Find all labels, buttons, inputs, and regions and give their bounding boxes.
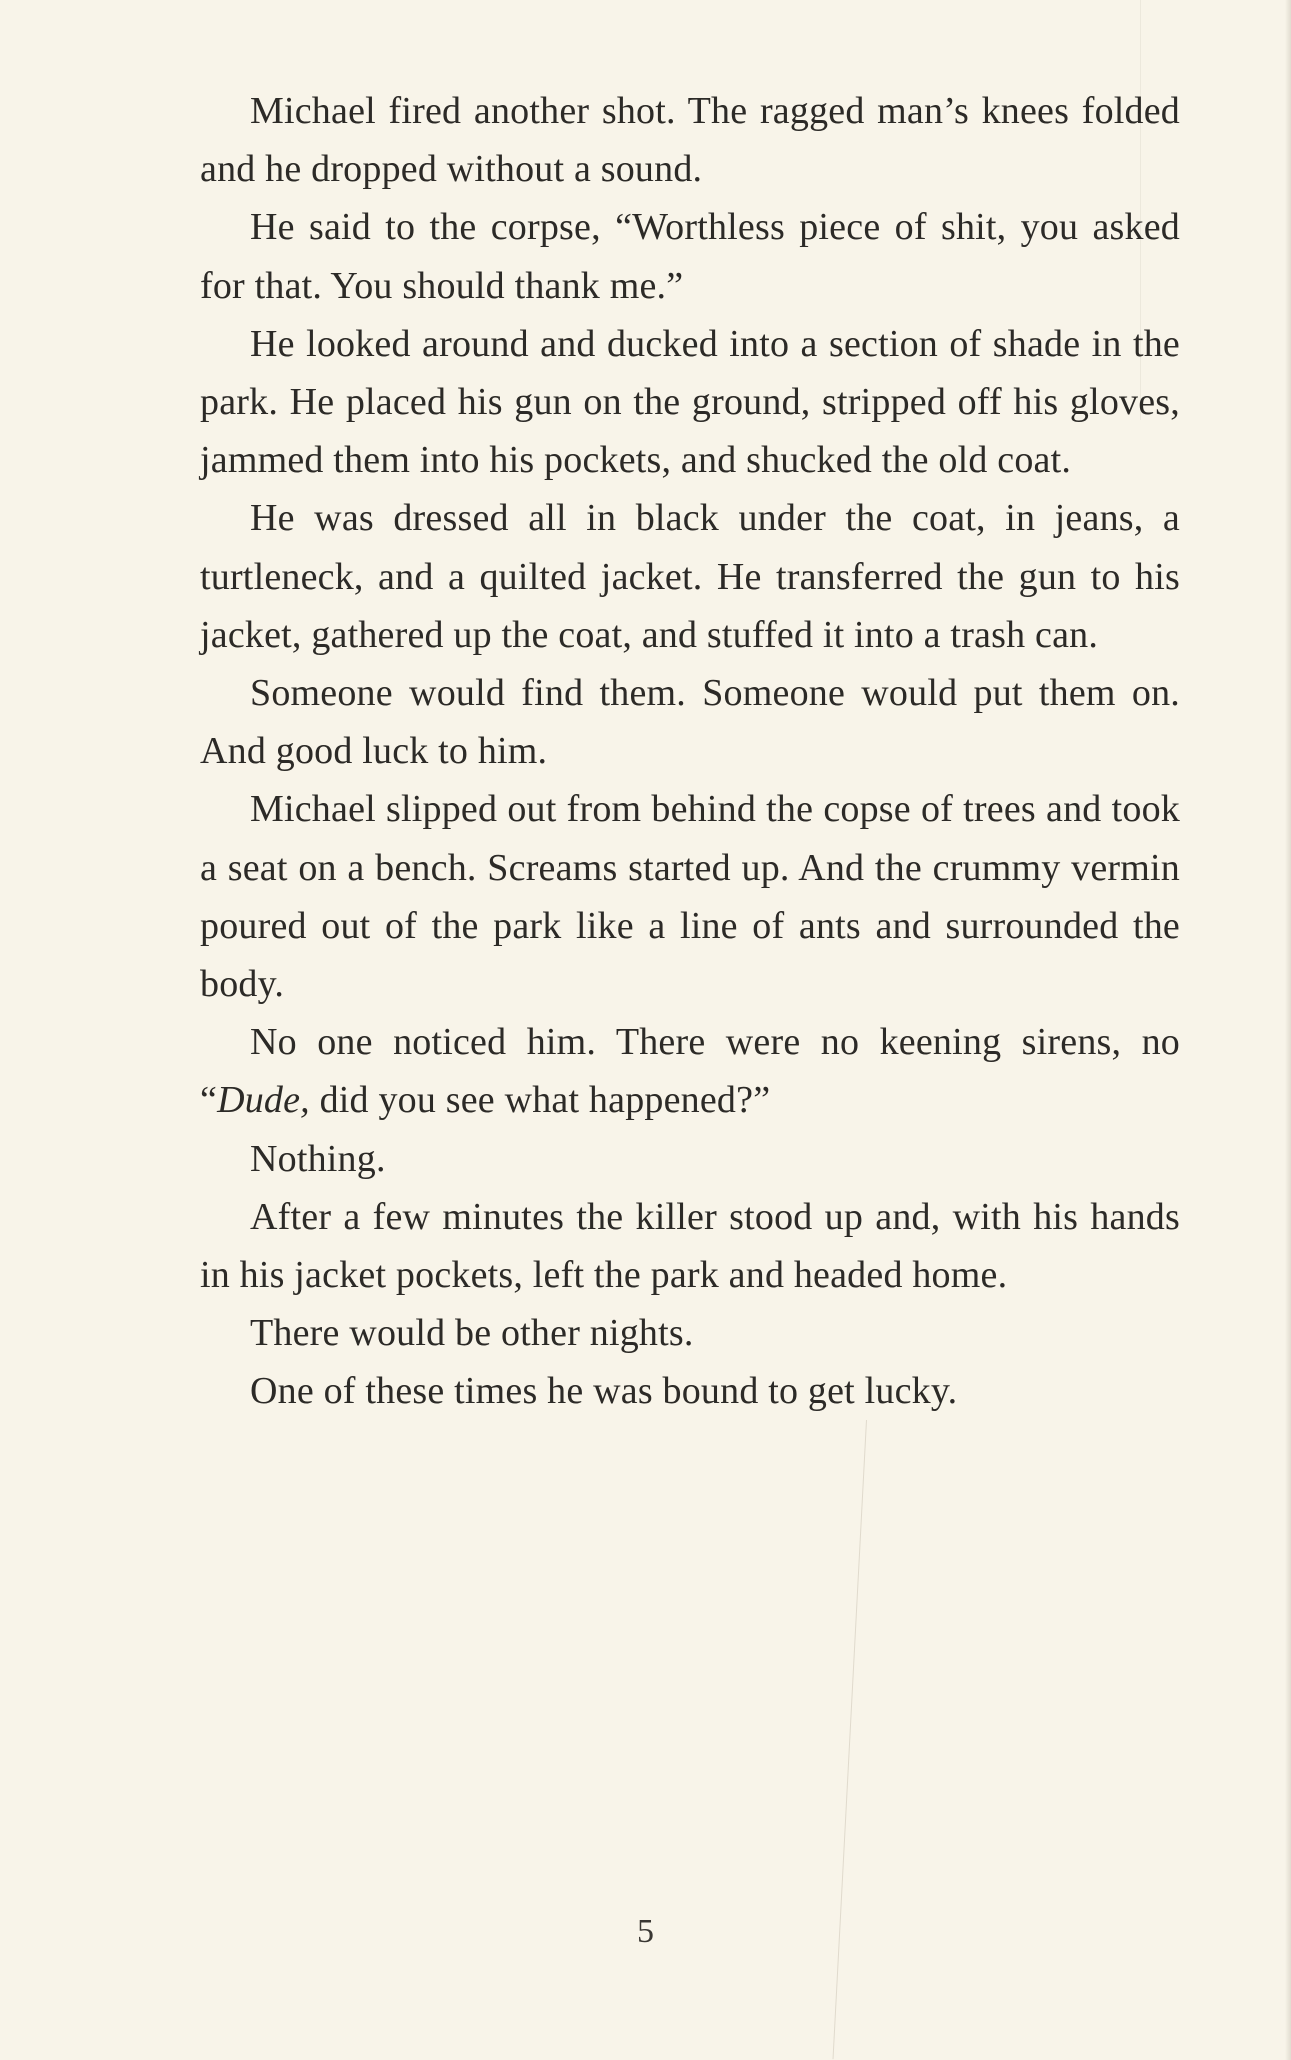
- body-text: [200, 82, 1180, 1421]
- paragraph: After a few minutes the killer stood up and, with his hands in his jacket pockets, left the park and headed home.: [200, 1195, 1180, 1297]
- paragraph-text: No one noticed him. There were no keening sirens, no: [250, 1021, 1180, 1064]
- paper-crease: [833, 1420, 867, 2059]
- paragraph: He said to the corpse, “Worthless piece of shit, you asked for that. You should thank me.”: [200, 206, 1180, 307]
- paragraph: Michael fired another shot. The ragged man’s knees folded and he dropped without a sound.: [200, 90, 1180, 191]
- quote-open-mark: “: [200, 1079, 218, 1122]
- paragraph: Someone would find them. Someone would put them on. And good luck to him.: [200, 672, 1180, 773]
- page-number: 5: [637, 1913, 654, 1950]
- paragraph: One of these times he was bound to get lucky.: [250, 1370, 958, 1413]
- paragraph: Nothing.: [250, 1137, 386, 1180]
- paragraph: Michael slipped out from behind the copse of trees and took a seat on a bench. Screams started up. And the crummy vermin poured out of the park like a line of ants and surrounded the body.: [200, 788, 1180, 1006]
- quote-rest: did you see what happened?”: [309, 1079, 771, 1122]
- page-edge-shadow: [1285, 0, 1291, 2060]
- paragraph: He was dressed all in black under the coat, in jeans, a turtleneck, and a quilted jacket. He transferred the gun to his jacket, gathered up the coat, and stuffed it into a trash can.: [200, 497, 1180, 656]
- paragraph-with-quote: [200, 1013, 1180, 1129]
- quote-italic: Dude,: [217, 1079, 310, 1122]
- paragraph: He looked around and ducked into a section of shade in the park. He placed his gun on the ground, stripped off his gloves, jammed them into his pockets, and shucked the old coat.: [200, 322, 1180, 482]
- paragraph: There would be other nights.: [250, 1312, 694, 1355]
